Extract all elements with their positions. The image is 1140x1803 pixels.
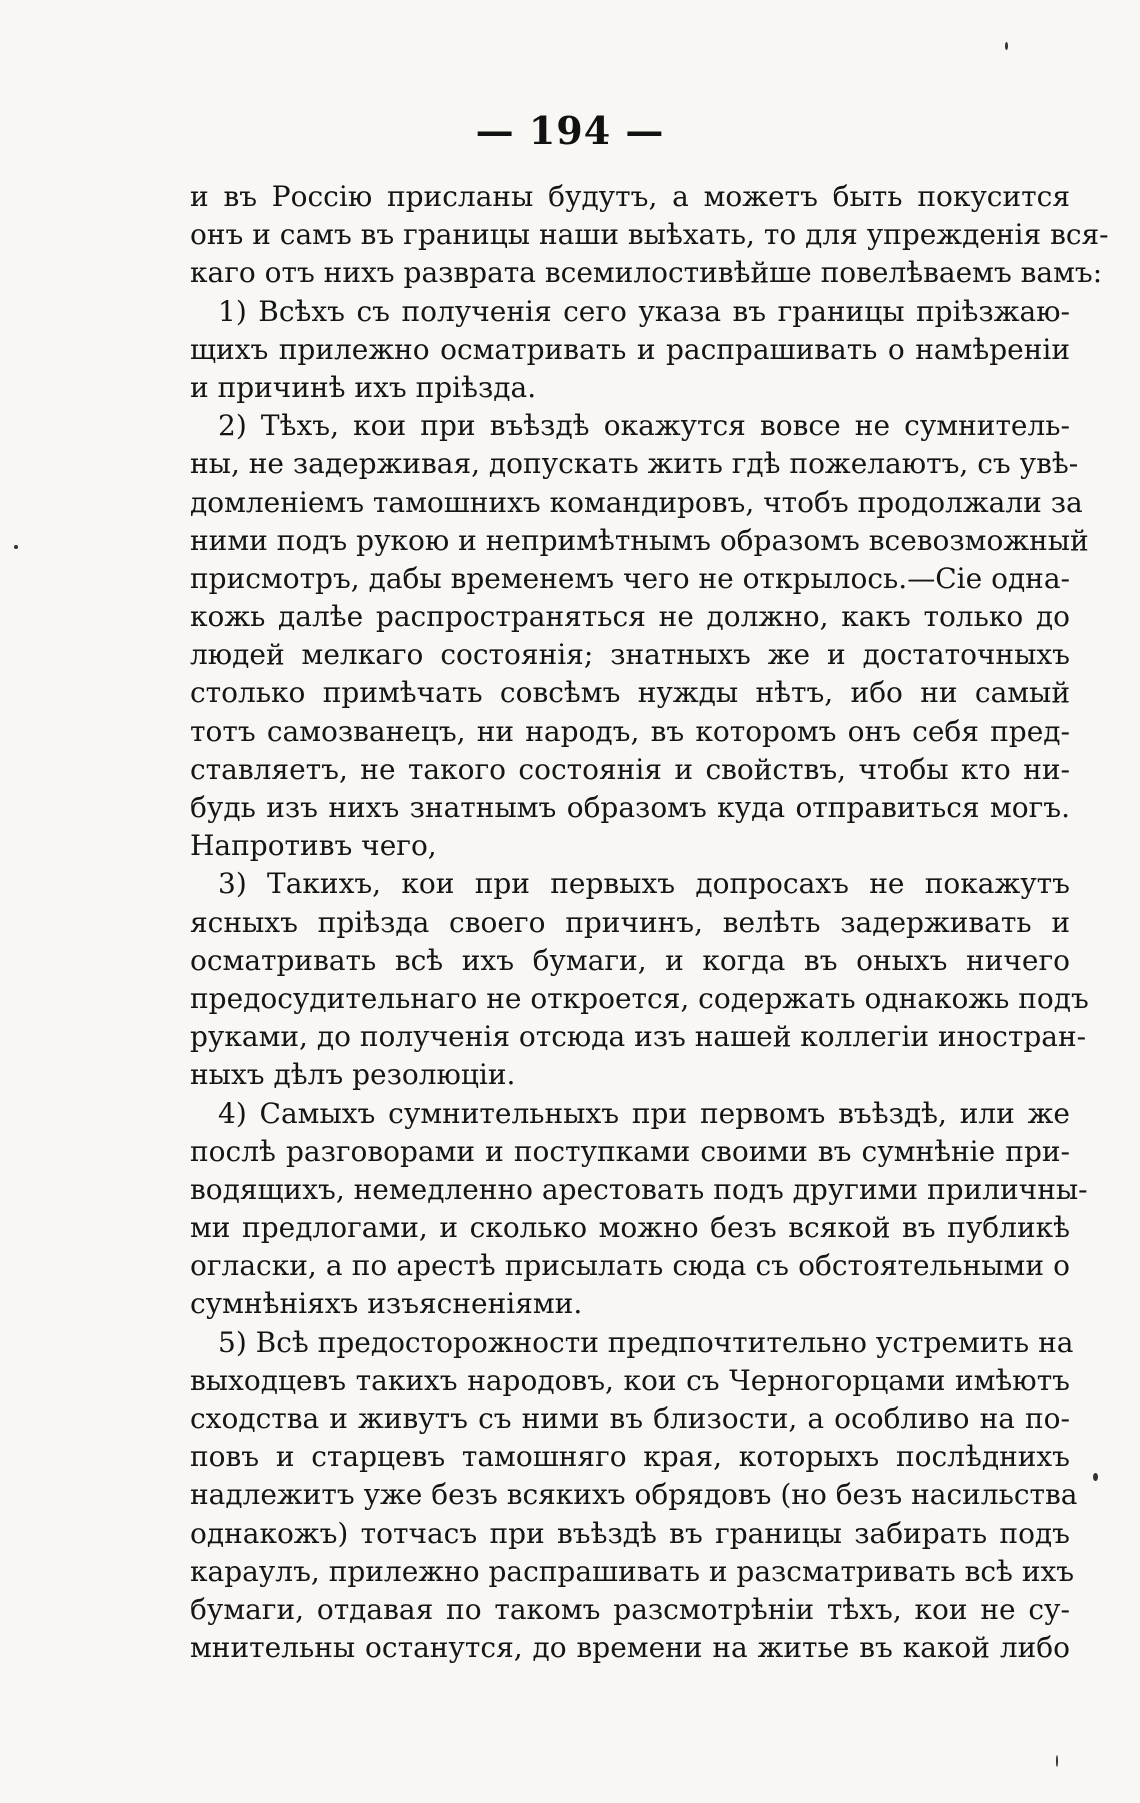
text-line: будь изъ нихъ знатнымъ образомъ куда отправиться могъ. [190,791,1070,824]
paragraph-intro [190,178,1109,293]
text-line: ми предлогами, и сколько можно безъ всякой въ публикѣ [190,1211,1070,1245]
text-line: домленіемъ тамошнихъ командировъ, чтобъ продолжали за [190,485,1083,519]
paragraph-point-1 [190,293,1070,408]
scan-speck [1093,1473,1098,1481]
text-line: предосудительнаго не откроется, содержать однакожь подъ [190,981,1089,1015]
text-line: Напротивъ чего, [190,829,437,863]
text-line: 3) Такихъ, кои при первыхъ допросахъ не покажутъ [218,867,1070,901]
page-number: — 194 — [475,108,665,153]
scan-speck [14,545,18,549]
text-line: 4) Самыхъ сумнительныхъ при первомъ въѣздѣ, или же [218,1096,1070,1130]
text-line: столько примѣчать совсѣмъ нужды нѣтъ, ибо ни самый [190,676,1070,710]
text-line: ставляетъ, не такого состоянія и свойствъ, чтобы кто ни- [190,752,1070,786]
text-line: онъ и самъ въ границы наши выѣхать, то для упрежденія вся- [190,218,1109,252]
text-line: присмотръ, дабы временемъ чего не открылось.—Сіе одна- [190,561,1070,595]
text-line: надлежитъ уже безъ всякихъ обрядовъ (но безъ насильства [190,1478,1078,1512]
text-line: ними подъ рукою и непримѣтнымъ образомъ всевозможный [190,523,1089,557]
text-line: мнительны останутся, до времени на житье въ какой либо [190,1631,1070,1665]
scan-speck [1056,1755,1058,1767]
text-line: бумаги, отдавая по такомъ разсмотрѣніи тѣхъ, кои не су- [190,1592,1070,1626]
text-line: водящихъ, немедленно арестовать подъ другими приличны- [190,1172,1088,1206]
text-line: людей мелкаго состоянія; знатныхъ же и достаточныхъ [190,638,1070,672]
text-line: послѣ разговорами и поступками своими въ сумнѣніе при- [190,1134,1070,1168]
text-line: ясныхъ пріѣзда своего причинъ, велѣть задерживать и [190,905,1070,939]
text-line: 1) Всѣхъ съ полученія сего указа въ границы пріѣзжаю- [218,294,1070,328]
text-line: осматривать всѣ ихъ бумаги, и когда въ оныхъ ничего [190,943,1070,977]
text-line: руками, до полученія отсюда изъ нашей коллегіи иностран- [190,1020,1087,1054]
text-line: 5) Всѣ предосторожности предпочтительно устремить на [218,1325,1074,1359]
text-line: однакожъ) тотчасъ при въѣздѣ въ границы забирать подъ [190,1516,1070,1550]
paragraph-point-5 [190,1324,1078,1668]
text-line: выходцевъ такихъ народовъ, кои съ Черногорцами имѣютъ [190,1363,1070,1397]
text-line: ныхъ дѣлъ резолюціи. [190,1058,516,1092]
text-line: ны, не задерживая, допускать жить гдѣ пожелаютъ, съ увѣ- [190,447,1079,481]
page-body [190,178,1109,1667]
paragraph-point-4 [190,1095,1088,1324]
text-line: сходства и живутъ съ ними въ близости, а особливо на по- [190,1402,1070,1435]
text-line: кожь далѣе распространяться не должно, какъ только до [190,600,1070,634]
text-line: повъ и старцевъ тамошняго края, которыхъ послѣднихъ [190,1440,1070,1474]
text-line: каго отъ нихъ разврата всемилостивѣйше повелѣваемъ вамъ: [190,256,1103,290]
paragraph-point-2 [190,407,1089,865]
text-line: огласки, а по арестѣ присылать сюда съ обстоятельными о [190,1249,1070,1283]
text-line: щихъ прилежно осматривать и распрашивать о намѣреніи [190,332,1070,366]
text-line: 2) Тѣхъ, кои при въѣздѣ окажутся вовсе не сумнитель- [218,409,1070,443]
text-line: сумнѣніяхъ изъясненіями. [190,1287,583,1321]
text-line: и въ Россію присланы будутъ, а можетъ быть покусится [190,180,1070,213]
paragraph-point-3 [190,865,1089,1094]
text-line: тотъ самозванецъ, ни народъ, въ которомъ онъ себя пред- [190,714,1070,748]
text-line: и причинѣ ихъ пріѣзда. [190,370,537,404]
scan-speck [1005,42,1008,50]
text-line: караулъ, прилежно распрашивать и разсматривать всѣ ихъ [190,1554,1075,1588]
